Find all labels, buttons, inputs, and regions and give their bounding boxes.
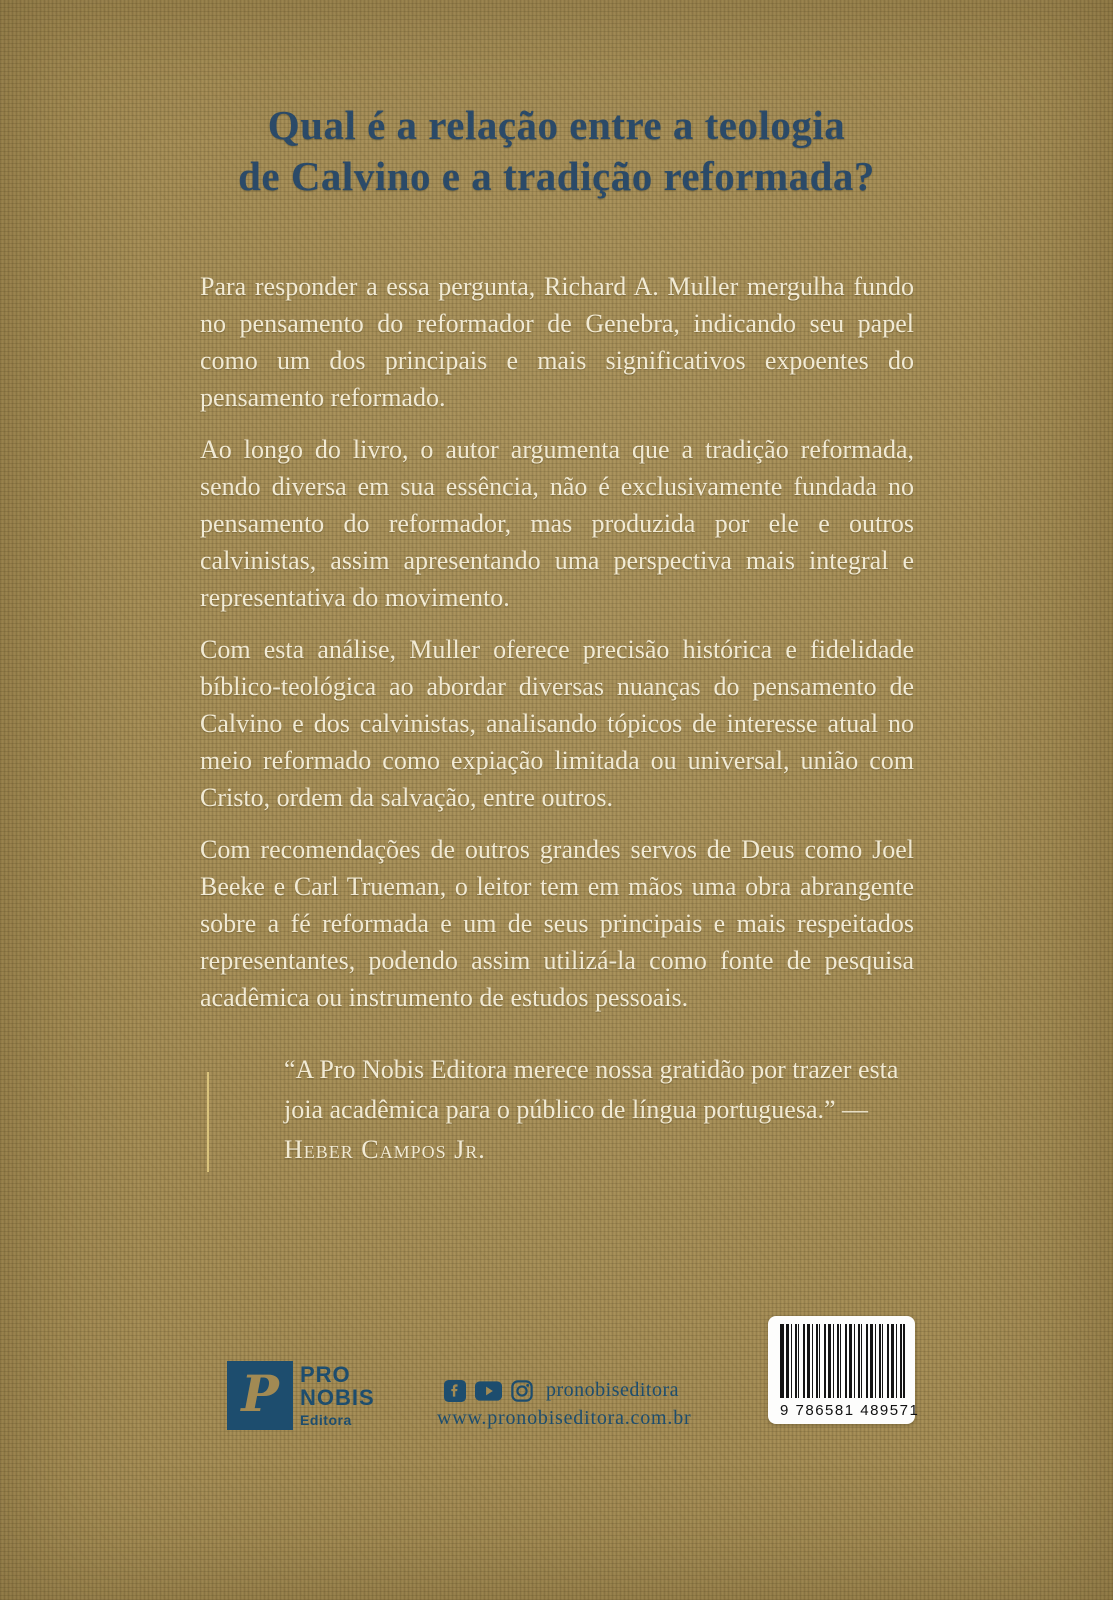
publisher-name-line1: PRO [300, 1362, 351, 1387]
website-url: www.pronobiseditora.com.br [437, 1407, 692, 1429]
quote-text: “A Pro Nobis Editora merece nossa gratidão por trazer esta joia acadêmica para o público de língua portuguesa.” — [284, 1055, 899, 1124]
facebook-icon [444, 1380, 466, 1402]
social-media-row [444, 1379, 679, 1402]
youtube-icon [475, 1381, 502, 1401]
barcode-number: 9 786581 489571 [780, 1402, 920, 1419]
social-handle: pronobiseditora [546, 1379, 680, 1401]
publisher-name [300, 1363, 375, 1428]
tagline-line-1: Qual é a relação entre a teologia [267, 102, 846, 148]
publisher-name-line2: NOBIS [300, 1385, 375, 1410]
synopsis-paragraph: Ao longo do livro, o autor argumenta que a tradição reformada, sendo diversa em sua essência, não é exclusivamente fundada no pensamento do reformador, mas produzida por ele e outros calvinistas, assim apresentando uma perspectiva mais integral e representativa do movimento. [200, 435, 914, 612]
logo-p-mark: P [241, 1364, 279, 1423]
publisher-name-sub: Editora [300, 1412, 352, 1428]
endorsement-quote [200, 1050, 914, 1170]
synopsis-paragraph: Com recomendações de outros grandes servos de Deus como Joel Beeke e Carl Trueman, o leitor tem em mãos uma obra abrangente sobre a fé reformada e um de seus principais e mais respeitados representantes, podendo assim utilizá-la como fonte de pesquisa acadêmica ou instrumento de estudos pessoais. [200, 835, 914, 1012]
tagline-line-2: de Calvino e a tradição reformada? [238, 153, 875, 199]
synopsis-paragraph: Para responder a essa pergunta, Richard A. Muller mergulha fundo no pensamento do reformador de Genebra, indicando seu papel como um dos principais e mais significativos expoentes do pensamento reformado. [200, 272, 914, 412]
synopsis-paragraph: Com esta análise, Muller oferece precisão histórica e fidelidade bíblico-teológica ao abordar diversas nuanças do pensamento de Calvino e dos calvinistas, analisando tópicos de interesse atual no meio reformado como expiação limitada ou universal, união com Cristo, ordem da salvação, entre outros. [200, 635, 914, 812]
barcode-bars [780, 1324, 905, 1398]
instagram-icon [511, 1380, 533, 1402]
quote-accent-bar [207, 1072, 209, 1172]
publisher-logo [227, 1361, 293, 1430]
barcode [768, 1316, 920, 1424]
synopsis [200, 268, 914, 1170]
cover-tagline [0, 100, 1113, 202]
quote-attribution: Heber Campos Jr. [284, 1135, 486, 1164]
